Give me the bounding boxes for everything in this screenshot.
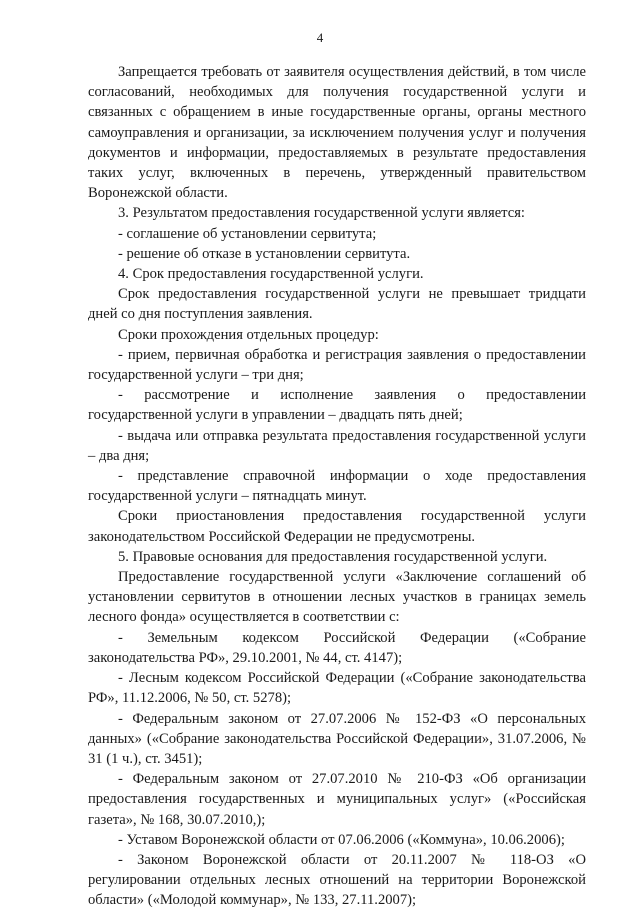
paragraph-suspension: Сроки приостановления предоставления государственной услуги законодательством Российской Федерации не предусмотрены. [88, 508, 586, 545]
paragraph-procedure-terms: Сроки прохождения отдельных процедур: [118, 326, 379, 343]
list-item-result-agreement: - соглашение об установлении сервитута; [118, 225, 377, 242]
document-body [88, 62, 586, 911]
list-item-term-info: - представление справочной информации о ходе предоставления государственной услуги – пятнадцать минут. [88, 468, 586, 505]
paragraph-term: Срок предоставления государственной услуги не превышает тридцати дней со дня поступления заявления. [88, 286, 586, 323]
paragraph-section-3-heading: 3. Результатом предоставления государственной услуги является: [118, 205, 525, 222]
list-item-term-delivery: - выдача или отправка результата предоставления государственной услуги – два дня; [88, 427, 586, 464]
paragraph-section-4-heading: 4. Срок предоставления государственной услуги. [118, 266, 424, 283]
paragraph-section-5-heading: 5. Правовые основания для предоставления государственной услуги. [118, 548, 548, 565]
list-item-term-reception: - прием, первичная обработка и регистрация заявления о предоставлении государственной услуги – три дня; [88, 346, 586, 384]
list-item-result-refusal: - решение об отказе в установлении сервитута. [118, 245, 411, 262]
paragraph-prohibition: Запрещается требовать от заявителя осуществления действий, в том числе согласований, необходимых для получения государственной услуги и связанных с обращением в иные государственные органы, органы местного самоуправления и организации, за исключением получения услуг и получения документов и информации, предоставляемых в результате предоставления таких услуг, включенных в перечень, утвержденный правительством Воронежской области. [88, 64, 586, 202]
list-item-law-210: - Федеральным законом от 27.07.2010 № 210-ФЗ «Об организации предоставления государственных и муниципальных услуг» («Российская газета», № 168, 30.07.2010,); [88, 771, 586, 828]
list-item-law-118: - Законом Воронежской области от 20.11.2007 № 118-ОЗ «О регулировании отдельных лесных отношений на территории Воронежской области» («Молодой коммунар», № 133, 27.11.2007); [88, 851, 586, 909]
list-item-charter: - Уставом Воронежской области от 07.06.2006 («Коммуна», 10.06.2006); [118, 831, 565, 848]
list-item-law-152: - Федеральным законом от 27.07.2006 № 152-ФЗ «О персональных данных» («Собрание законодательства Российской Федерации», 31.07.2006, № 31 (1 ч.), ст. 3451); [88, 710, 586, 767]
list-item-term-review: - рассмотрение и исполнение заявления о предоставлении государственной услуги в управлении – двадцать пять дней; [88, 387, 586, 424]
paragraph-legal-basis-intro: Предоставление государственной услуги «Заключение соглашений об установлении сервитутов в отношении лесных участков в границах земель лесного фонда» осуществляется в соответствии с: [88, 569, 586, 626]
list-item-land-code: - Земельным кодексом Российской Федерации («Собрание законодательства РФ», 29.10.2001, № 44, ст. 4147); [88, 629, 586, 666]
list-item-forest-code: - Лесным кодексом Российской Федерации («Собрание законодательства РФ», 11.12.2006, № 50, ст. 5278); [88, 670, 586, 707]
page-number: 4 [316, 30, 324, 45]
